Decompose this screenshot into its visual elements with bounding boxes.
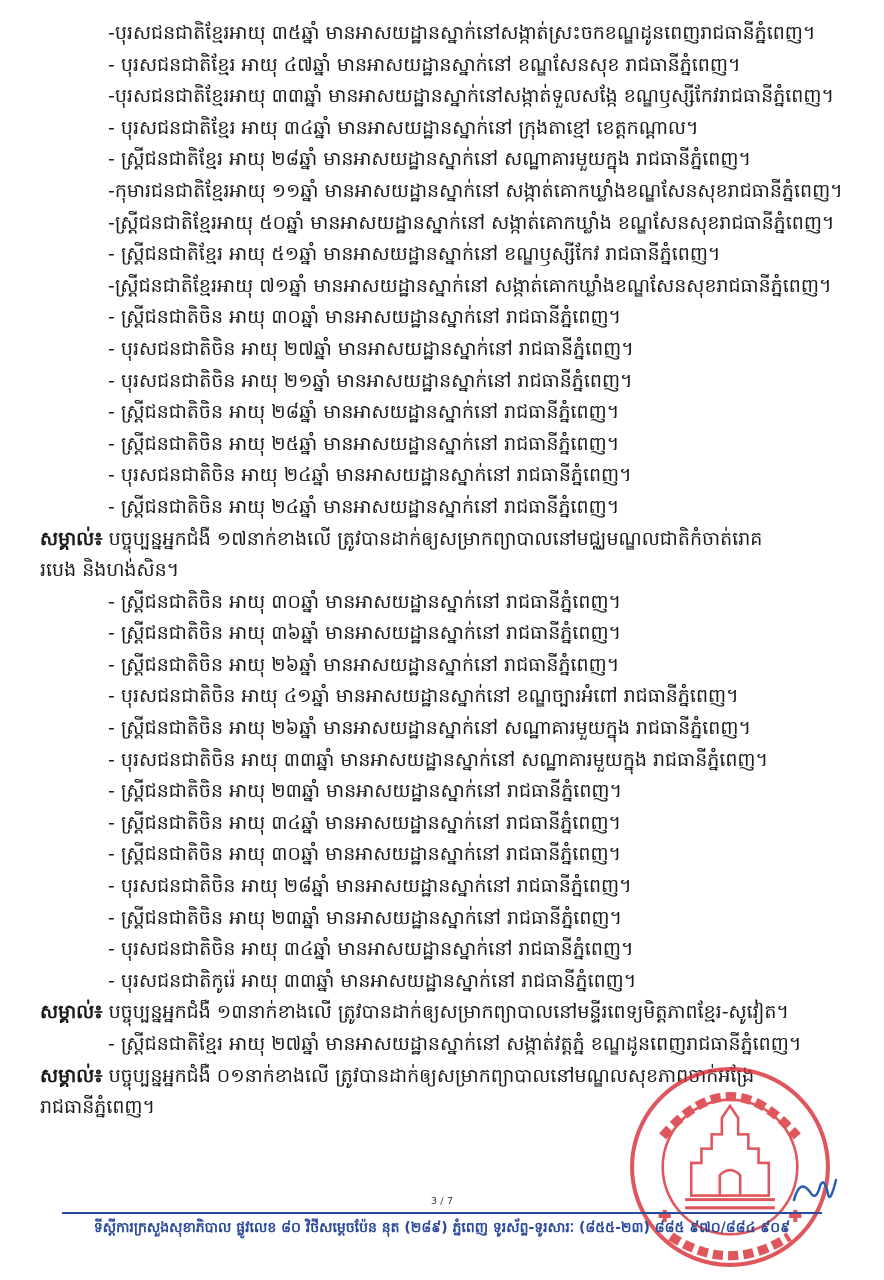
list-item: - បុរសជនជាតិចិន អាយុ ២៨ឆ្នាំ មានអាសយដ្ឋានស្នាក់នៅ រាជធានីភ្នំពេញ។ bbox=[108, 875, 632, 898]
footer-divider bbox=[62, 1212, 822, 1214]
list-item: - បុរសជនជាតិកូរ៉េ អាយុ ៣៣ឆ្នាំ មានអាសយដ្ឋានស្នាក់នៅ រាជធានីភ្នំពេញ។ bbox=[108, 969, 637, 992]
list-item: - ស្ត្រីជនជាតិចិន អាយុ ៣០ឆ្នាំ មានអាសយដ្ឋានស្នាក់នៅ រាជធានីភ្នំពេញ។ bbox=[108, 843, 622, 866]
list-item: - បុរសជនជាតិខ្មែរ អាយុ ៣៤ឆ្នាំ មានអាសយដ្ឋានស្នាក់នៅ ក្រុងតាខ្មៅ ខេត្តកណ្តាល។ bbox=[108, 116, 699, 139]
list-item: - ស្ត្រីជនជាតិខ្មែរ អាយុ ២៧ឆ្នាំ មានអាសយដ្ឋានស្នាក់នៅ សង្កាត់វត្តភ្នំ ខណ្ឌដូនពេញរាជធានីភ្នំពេញ។ bbox=[108, 1033, 802, 1055]
note-label: សម្គាល់៖ bbox=[40, 527, 103, 550]
note-text: បច្ចុប្បន្នអ្នកជំងឺ ១៧នាក់ខាងលើ ត្រូវបានដាក់ឲ្យសម្រាកព្យាបាលនៅមជ្ឈមណ្ឌលជាតិកំចាត់រោគ bbox=[108, 527, 763, 550]
list-item: -ស្ត្រីជនជាតិខ្មែរអាយុ ៥០ឆ្នាំ មានអាសយដ្ឋានស្នាក់នៅ សង្កាត់គោកឃ្លាំង ខណ្ឌសែនសុខរាជធានីភ្នំពេញ។ bbox=[108, 211, 835, 234]
list-item: - បុរសជនជាតិចិន អាយុ ៣៣ឆ្នាំ មានអាសយដ្ឋានស្នាក់នៅ សណ្ឋាគារមួយក្នុង រាជធានីភ្នំពេញ។ bbox=[108, 748, 769, 771]
note-2 bbox=[40, 997, 855, 1029]
list-item: - ស្ត្រីជនជាតិខ្មែរ អាយុ ៥១ឆ្នាំ មានអាសយដ្ឋានស្នាក់នៅ ខណ្ឌឫស្សីកែវ រាជធានីភ្នំពេញ។ bbox=[108, 243, 721, 266]
list-item: -ស្ត្រីជនជាតិខ្មែរអាយុ ៧១ឆ្នាំ មានអាសយដ្ឋានស្នាក់នៅ សង្កាត់គោកឃ្លាំងខណ្ឌសែនសុខរាជធានីភ្នំពេញ។ bbox=[108, 274, 832, 297]
list-item: - បុរសជនជាតិចិន អាយុ ២៤ឆ្នាំ មានអាសយដ្ឋានស្នាក់នៅ រាជធានីភ្នំពេញ។ bbox=[108, 464, 632, 487]
list-item: - ស្ត្រីជនជាតិចិន អាយុ ២៦ឆ្នាំ មានអាសយដ្ឋានស្នាក់នៅ សណ្ឋាគារមួយក្នុង រាជធានីភ្នំពេញ។ bbox=[108, 717, 751, 740]
list-item: - បុរសជនជាតិខ្មែរ អាយុ ៤៧ឆ្នាំ មានអាសយដ្ឋានស្នាក់នៅ ខណ្ឌសែនសុខ រាជធានីភ្នំពេញ។ bbox=[108, 53, 741, 76]
list-item: - ស្ត្រីជនជាតិចិន អាយុ ៣០ឆ្នាំ មានអាសយដ្ឋានស្នាក់នៅ រាជធានីភ្នំពេញ។ bbox=[108, 306, 622, 329]
footer-address: ទីស្តីការក្រសួងសុខាភិបាល ផ្លូវលេខ ៨០ វិថីសម្តេចប៉ែន នុត (២៨៩) ភ្នំពេញ ទូរស័ព្ទ-ទូរសារៈ (៨៥៥-២៣) ៨៨៥ ៩៧០/៨៨៤ ៩០៩ bbox=[93, 1220, 791, 1236]
list-item: - ស្ត្រីជនជាតិចិន អាយុ ២៥ឆ្នាំ មានអាសយដ្ឋានស្នាក់នៅ រាជធានីភ្នំពេញ។ bbox=[108, 432, 620, 455]
document-body bbox=[40, 18, 855, 1124]
list-item: - ស្ត្រីជនជាតិចិន អាយុ ៣០ឆ្នាំ មានអាសយដ្ឋានស្នាក់នៅ រាជធានីភ្នំពេញ។ bbox=[108, 590, 622, 613]
note-3-continuation: រាជធានីភ្នំពេញ។ bbox=[40, 1096, 156, 1119]
note-label: សម្គាល់៖ bbox=[40, 1001, 103, 1024]
list-item: - ស្ត្រីជនជាតិខ្មែរ អាយុ ២៨ឆ្នាំ មានអាសយដ្ឋានស្នាក់នៅ សណ្ឋាគារមួយក្នុង រាជធានីភ្នំពេញ។ bbox=[108, 148, 751, 171]
list-item: - បុរសជនជាតិចិន អាយុ ២១ឆ្នាំ មានអាសយដ្ឋានស្នាក់នៅ រាជធានីភ្នំពេញ។ bbox=[108, 369, 633, 392]
list-item: - បុរសជនជាតិចិន អាយុ ២៧ឆ្នាំ មានអាសយដ្ឋានស្នាក់នៅ រាជធានីភ្នំពេញ។ bbox=[108, 337, 634, 360]
note-text: បច្ចុប្បន្នអ្នកជំងឺ ១៣នាក់ខាងលើ ត្រូវបានដាក់ឲ្យសម្រាកព្យាបាលនៅមន្ទីរពេទ្យមិត្តភាពខ្មែរ-សូវៀត។ bbox=[108, 1001, 789, 1024]
list-item: - ស្ត្រីជនជាតិចិន អាយុ ២៣ឆ្នាំ មានអាសយដ្ឋានស្នាក់នៅ រាជធានីភ្នំពេញ។ bbox=[108, 780, 623, 803]
list-item: -បុរសជនជាតិខ្មែរអាយុ ៣៣ឆ្នាំ មានអាសយដ្ឋានស្នាក់នៅសង្កាត់ទួលសង្កែ ខណ្ឌឫស្សីកែវរាជធានីភ្នំពេញ។ bbox=[108, 85, 834, 108]
page-number: 3 / 7 bbox=[430, 1196, 454, 1207]
list-item: - ស្ត្រីជនជាតិចិន អាយុ ៣៤ឆ្នាំ មានអាសយដ្ឋានស្នាក់នៅ រាជធានីភ្នំពេញ។ bbox=[108, 811, 622, 834]
list-item: - ស្ត្រីជនជាតិចិន អាយុ ២៨ឆ្នាំ មានអាសយដ្ឋានស្នាក់នៅ រាជធានីភ្នំពេញ។ bbox=[108, 401, 620, 424]
list-item: - បុរសជនជាតិចិន អាយុ ៣៤ឆ្នាំ មានអាសយដ្ឋានស្នាក់នៅ រាជធានីភ្នំពេញ។ bbox=[108, 938, 634, 961]
list-item: - បុរសជនជាតិចិន អាយុ ៤១ឆ្នាំ មានអាសយដ្ឋានស្នាក់នៅ ខណ្ឌច្បារអំពៅ រាជធានីភ្នំពេញ។ bbox=[108, 685, 739, 708]
list-item: - ស្ត្រីជនជាតិចិន អាយុ ២៤ឆ្នាំ មានអាសយដ្ឋានស្នាក់នៅ រាជធានីភ្នំពេញ។ bbox=[108, 495, 620, 518]
list-item: -កុមារជនជាតិខ្មែរអាយុ ១១ឆ្នាំ មានអាសយដ្ឋានស្នាក់នៅ សង្កាត់គោកឃ្លាំងខណ្ឌសែនសុខរាជធានីភ្នំពេញ។ bbox=[108, 179, 843, 202]
note-1-continuation: របេង និងហង់សិន។ bbox=[40, 559, 180, 582]
note-label: សម្គាល់៖ bbox=[40, 1064, 103, 1087]
list-item: -បុរសជនជាតិខ្មែរអាយុ ៣៥ឆ្នាំ មានអាសយដ្ឋានស្នាក់នៅសង្កាត់ស្រះចកខណ្ឌដូនពេញរាជធានីភ្នំពេញ។ bbox=[108, 22, 816, 44]
list-item: - ស្ត្រីជនជាតិចិន អាយុ ៣៦ឆ្នាំ មានអាសយដ្ឋានស្នាក់នៅ រាជធានីភ្នំពេញ។ bbox=[108, 622, 622, 645]
list-item: - ស្ត្រីជនជាតិចិន អាយុ ២៣ឆ្នាំ មានអាសយដ្ឋានស្នាក់នៅ រាជធានីភ្នំពេញ។ bbox=[108, 906, 623, 929]
note-1 bbox=[40, 524, 855, 556]
list-item: - ស្ត្រីជនជាតិចិន អាយុ ២៦ឆ្នាំ មានអាសយដ្ឋានស្នាក់នៅ រាជធានីភ្នំពេញ។ bbox=[108, 653, 620, 676]
note-text: បច្ចុប្បន្នអ្នកជំងឺ ០១នាក់ខាងលើ ត្រូវបានដាក់ឲ្យសម្រាកព្យាបាលនៅមណ្ឌលសុខភាពចាក់អង្រែ bbox=[108, 1064, 755, 1087]
